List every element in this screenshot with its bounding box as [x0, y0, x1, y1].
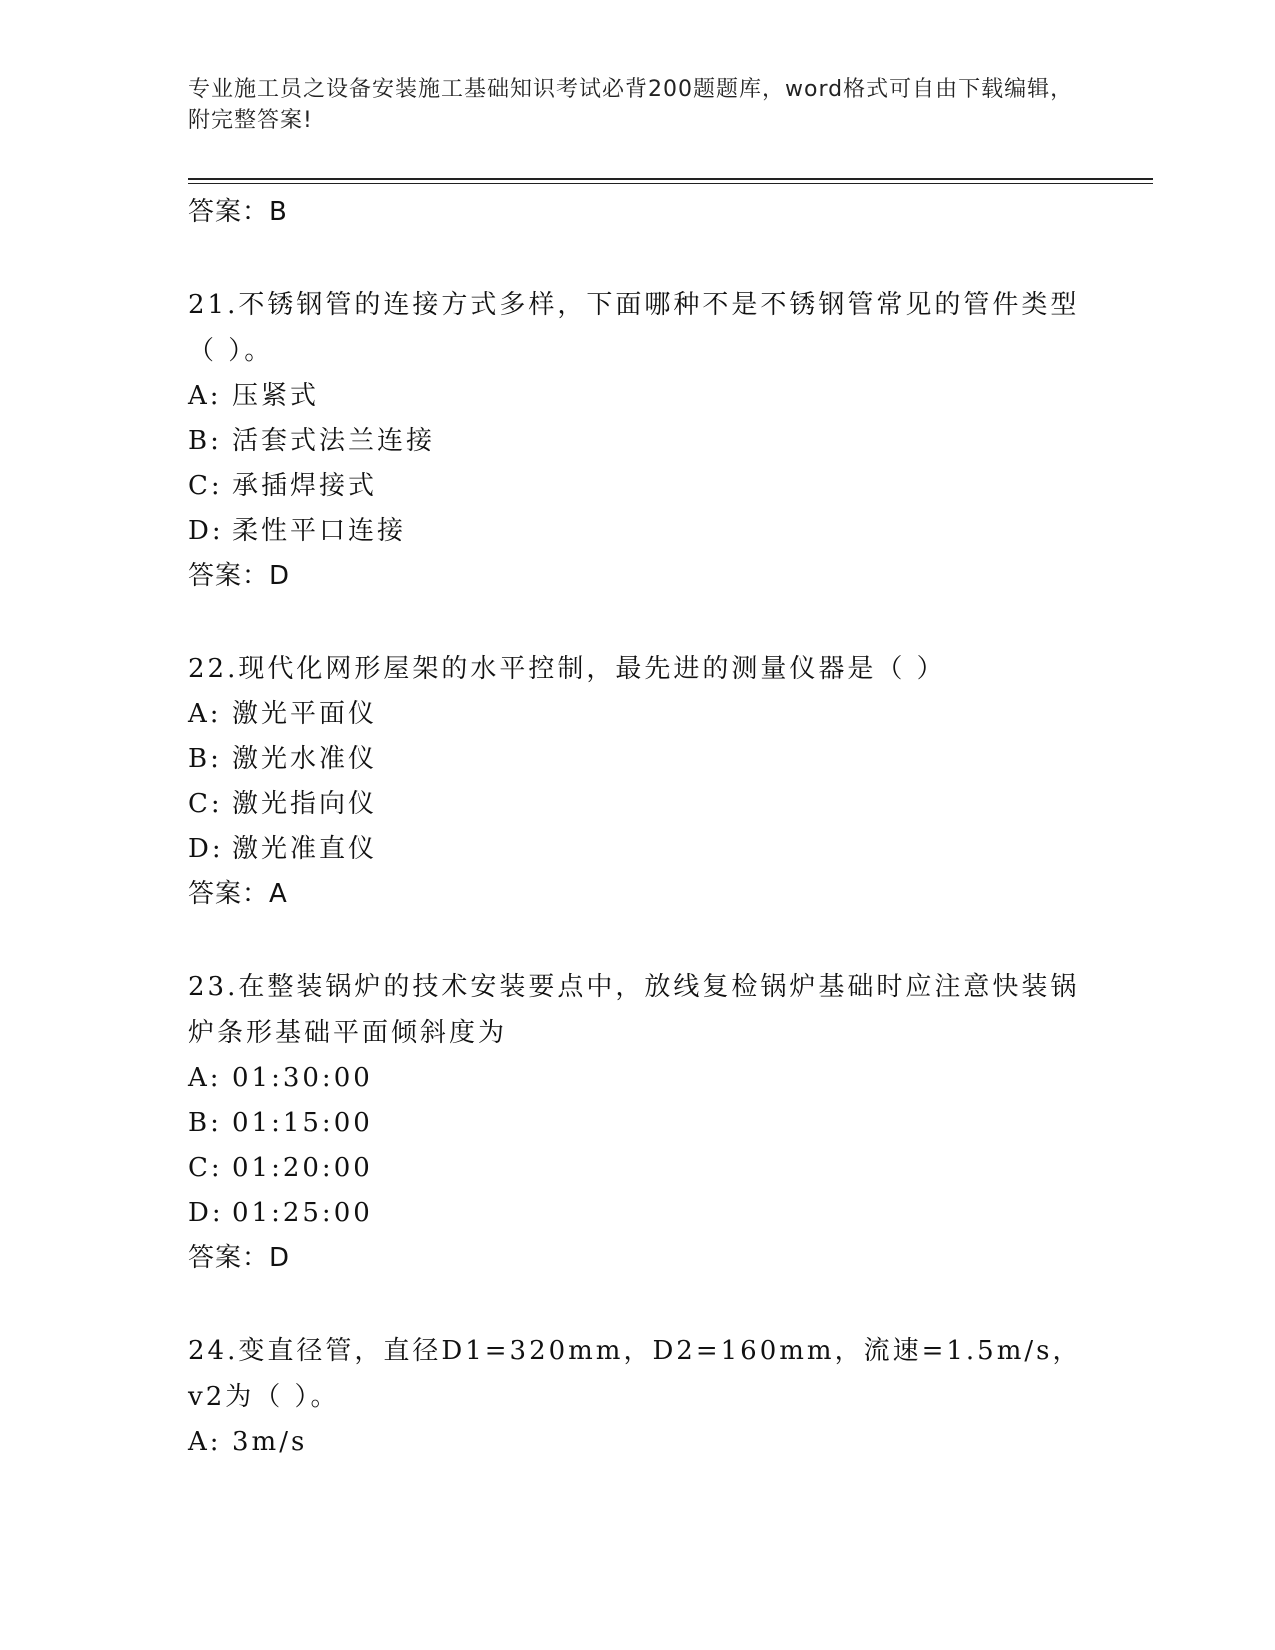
answer-option — [188, 509, 1088, 554]
answer-option — [188, 737, 1088, 782]
question-text: 22.现代化网形屋架的水平控制，最先进的测量仪器是（ ） — [188, 654, 946, 684]
answer-option — [188, 374, 1088, 419]
answer-line: 答案：D — [188, 1243, 291, 1273]
option-text: 01:15:00 — [232, 1108, 373, 1138]
option-text: 激光平面仪 — [232, 699, 378, 729]
answer-line: 答案：A — [188, 879, 288, 909]
option-letter: C: — [188, 789, 223, 819]
option-letter: A: — [188, 699, 222, 729]
option-letter: C: — [188, 471, 223, 501]
option-text: 激光准直仪 — [232, 834, 378, 864]
answer-option — [188, 1420, 1088, 1465]
option-letter: C: — [188, 1153, 223, 1183]
answer-option — [188, 1146, 1088, 1191]
option-letter: B: — [188, 1108, 222, 1138]
option-text: 激光指向仪 — [232, 789, 378, 819]
option-letter: A: — [188, 1427, 222, 1457]
document-body — [188, 190, 1088, 1465]
option-letter: D: — [188, 1198, 224, 1228]
question-item — [188, 646, 1088, 918]
answer-option — [188, 827, 1088, 872]
option-text: 激光水准仪 — [232, 744, 378, 774]
answer-option — [188, 1101, 1088, 1146]
option-letter: D: — [188, 834, 224, 864]
question-item — [188, 1328, 1088, 1465]
option-letter: B: — [188, 426, 222, 456]
option-text: 压紧式 — [232, 381, 320, 411]
option-letter: A: — [188, 1063, 222, 1093]
option-letter: B: — [188, 744, 222, 774]
option-text: 柔性平口连接 — [232, 516, 407, 546]
option-letter: D: — [188, 516, 224, 546]
answer-option — [188, 692, 1088, 737]
header-divider-thick — [188, 178, 1153, 180]
option-text: 01:20:00 — [232, 1153, 373, 1183]
answer-option — [188, 464, 1088, 509]
answer-line: 答案：D — [188, 561, 291, 591]
question-item — [188, 282, 1088, 600]
option-text: 01:30:00 — [232, 1063, 373, 1093]
option-text: 3m/s — [232, 1427, 308, 1457]
answer-option — [188, 1191, 1088, 1236]
answer-option — [188, 782, 1088, 827]
answer-option — [188, 419, 1088, 464]
question-text: 21.不锈钢管的连接方式多样，下面哪种不是不锈钢管常见的管件类型（ ）。 — [188, 290, 1080, 366]
answer-option — [188, 1056, 1088, 1101]
question-text: 24.变直径管，直径D1=320mm，D2=160mm，流速=1.5m/s，v2为（ ）。 — [188, 1336, 1082, 1412]
option-letter: A: — [188, 381, 222, 411]
option-text: 01:25:00 — [232, 1198, 373, 1228]
option-text: 活套式法兰连接 — [232, 426, 436, 456]
question-item — [188, 964, 1088, 1282]
option-text: 承插焊接式 — [232, 471, 378, 501]
header-divider-thin — [188, 183, 1153, 184]
document-header: 专业施工员之设备安装施工基础知识考试必背200题题库，word格式可自由下载编辑，附完整答案! — [188, 77, 1074, 133]
answer-line: 答案：B — [188, 197, 288, 227]
question-text: 23.在整装锅炉的技术安装要点中，放线复检锅炉基础时应注意快装锅炉条形基础平面倾斜度为 — [188, 972, 1080, 1048]
